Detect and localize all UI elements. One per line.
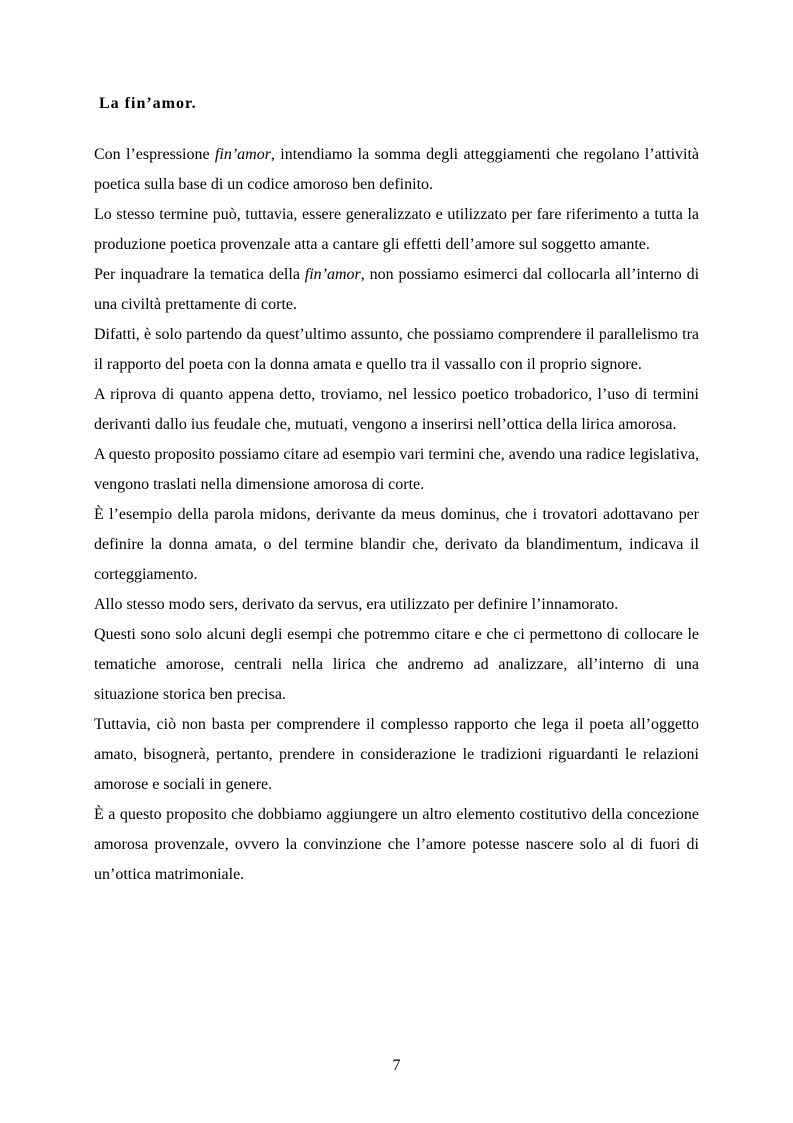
page-number: 7 <box>392 1057 401 1074</box>
paragraph-text: , intendiamo la somma degli atteggiamenti che regolano l’attività poetica sulla base di un codice amoroso ben definito. <box>94 146 699 193</box>
paragraph-text: Per inquadrare la tematica della <box>94 266 305 283</box>
paragraph: Tuttavia, ciò non basta per comprendere il complesso rapporto che lega il poeta all’oggetto amato, bisognerà, pertanto, prendere in considerazione le tradizioni riguardanti le relazioni amorose e sociali in genere. <box>94 716 699 793</box>
paragraph: A riprova di quanto appena detto, troviamo, nel lessico poetico trobadorico, l’uso di termini derivanti dallo ius feudale che, mutuati, vengono a inserirsi nell’ottica della lirica amorosa. <box>94 386 699 433</box>
italic-term: fin’amor <box>304 266 361 283</box>
italic-term: fin’amor <box>214 146 271 163</box>
paragraph: È l’esempio della parola midons, derivante da meus dominus, che i trovatori adottavano per definire la donna amata, o del termine blandir che, derivato da blandimentum, indicava il corteggiamento. <box>94 506 699 583</box>
section-heading: La fin’amor. <box>99 95 197 112</box>
body-text <box>94 140 699 890</box>
paragraph: Questi sono solo alcuni degli esempi che potremmo citare e che ci permettono di collocare le tematiche amorose, centrali nella lirica che andremo ad analizzare, all’interno di una situazione storica ben precisa. <box>94 626 699 703</box>
paragraph <box>94 140 699 200</box>
paragraph <box>94 260 699 320</box>
paragraph-text: , non possiamo esimerci dal collocarla all’interno di una civiltà prettamente di corte. <box>94 266 700 313</box>
paragraph: A questo proposito possiamo citare ad esempio vari termini che, avendo una radice legislativa, vengono traslati nella dimensione amorosa di corte. <box>94 446 699 493</box>
paragraph: Difatti, è solo partendo da quest’ultimo assunto, che possiamo comprendere il parallelismo tra il rapporto del poeta con la donna amata e quello tra il vassallo con il proprio signore. <box>94 326 699 373</box>
paragraph: Lo stesso termine può, tuttavia, essere generalizzato e utilizzato per fare riferimento a tutta la produzione poetica provenzale atta a cantare gli effetti dell’amore sul soggetto amante. <box>94 206 699 253</box>
paragraph: Allo stesso modo sers, derivato da servus, era utilizzato per definire l’innamorato. <box>94 596 619 613</box>
paragraph: È a questo proposito che dobbiamo aggiungere un altro elemento costitutivo della concezione amorosa provenzale, ovvero la convinzione che l’amore potesse nascere solo al di fuori di un’ottica matrimoniale. <box>94 806 699 883</box>
paragraph-text: Con l’espressione <box>94 146 215 163</box>
